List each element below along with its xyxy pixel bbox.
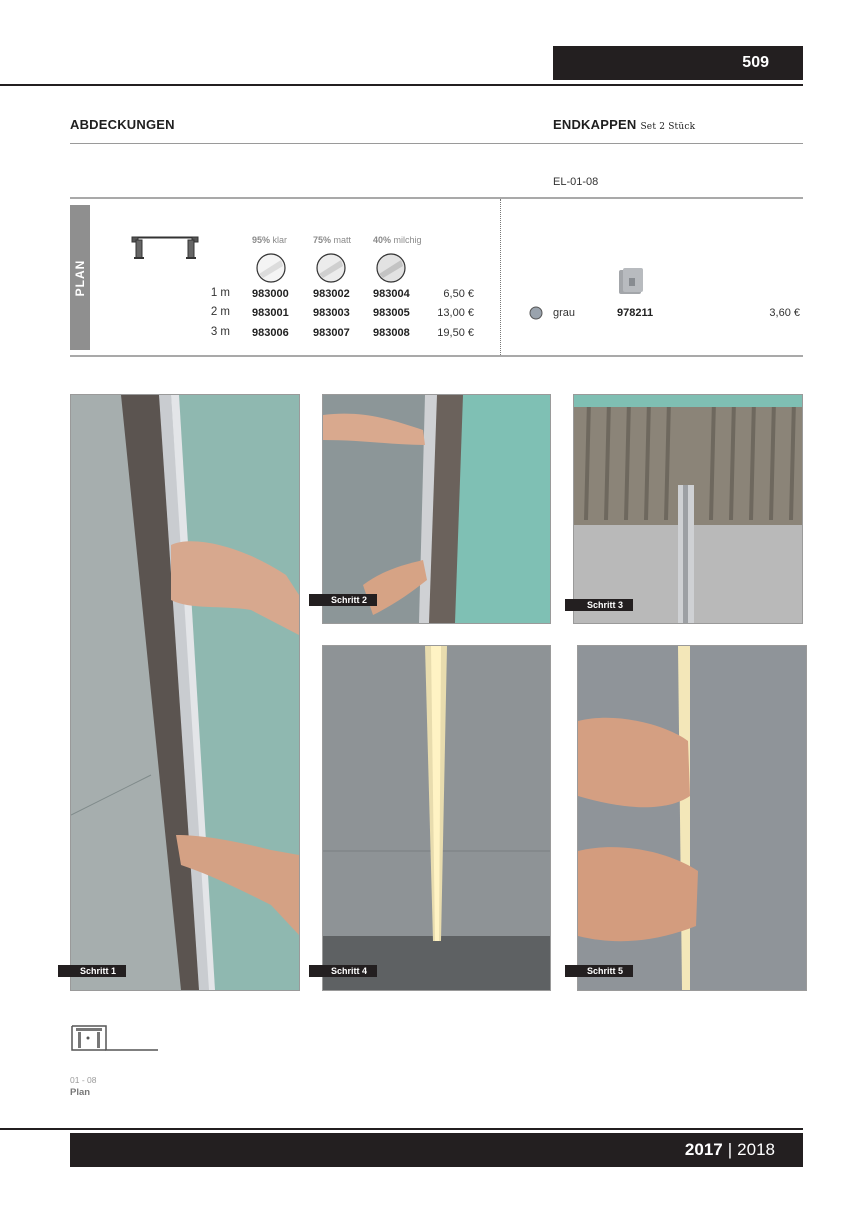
option-pct: 75% <box>313 235 332 245</box>
option-pct: 40% <box>373 235 392 245</box>
photo-step-1 <box>70 394 300 991</box>
photo-step-4 <box>322 645 551 991</box>
option-label-klar <box>252 235 287 245</box>
matt-swatch-icon <box>315 252 347 284</box>
footer-separator: | <box>727 1140 733 1159</box>
photo-step-2 <box>322 394 551 624</box>
milchig-swatch-icon <box>375 252 407 284</box>
photo-step-5 <box>577 645 807 991</box>
step-label-1: Schritt 1 <box>58 965 126 977</box>
row-price: 19,50 € <box>437 327 474 339</box>
step-label-5: Schritt 5 <box>565 965 633 977</box>
row-price: 13,00 € <box>437 307 474 319</box>
step-label-2: Schritt 2 <box>309 594 377 606</box>
row-code: 983000 <box>252 288 289 300</box>
option-label-matt <box>313 235 351 245</box>
endcap-color: grau <box>553 307 576 319</box>
row-length: 3 m <box>210 326 230 338</box>
page-number: 509 <box>742 54 769 71</box>
row-code: 983004 <box>373 288 410 300</box>
footer-bar <box>70 1133 803 1167</box>
footer-rule <box>0 1128 803 1130</box>
endcap-product-icon <box>617 266 645 298</box>
endcap-price: 3,60 € <box>769 307 800 319</box>
endcap-code: EL-01-08 <box>553 176 599 188</box>
plan-label: PLAN <box>73 259 87 296</box>
option-label-milchig <box>373 235 422 245</box>
profile-code: 01 - 08 <box>70 1075 97 1085</box>
endkappen-subtitle: Set 2 Stück <box>640 122 696 132</box>
plan-tab <box>70 205 90 350</box>
table-divider <box>500 199 501 355</box>
section-title-abdeckungen: ABDECKUNGEN <box>70 117 175 132</box>
endcap-article-code: 978211 <box>617 307 654 319</box>
row-code: 983001 <box>252 307 289 319</box>
row-code: 983005 <box>373 307 410 319</box>
klar-swatch-icon <box>255 252 287 284</box>
footer-year-next: 2018 <box>737 1140 775 1159</box>
step-label-3: Schritt 3 <box>565 599 633 611</box>
option-name: milchig <box>393 235 422 245</box>
page-number-tab <box>553 46 803 80</box>
step-label-4: Schritt 4 <box>309 965 377 977</box>
table-bottom-rule <box>70 355 803 357</box>
grau-swatch-icon <box>529 306 543 320</box>
row-code: 983003 <box>313 307 350 319</box>
cover-profile-icon <box>130 234 200 262</box>
option-name: matt <box>333 235 352 245</box>
option-name: klar <box>272 235 288 245</box>
profile-drawing-icon <box>70 1024 160 1054</box>
photo-step-3 <box>573 394 803 624</box>
table-top-rule <box>70 197 803 199</box>
row-code: 983006 <box>252 327 289 339</box>
row-code: 983008 <box>373 327 410 339</box>
profile-name: Plan <box>70 1087 91 1098</box>
row-price: 6,50 € <box>443 288 474 300</box>
option-pct: 95% <box>252 235 271 245</box>
row-code: 983002 <box>313 288 350 300</box>
footer-year-current: 2017 <box>684 1140 723 1159</box>
section-title-endkappen <box>553 117 695 132</box>
row-code: 983007 <box>313 327 350 339</box>
row-length: 1 m <box>210 287 230 299</box>
header-rule <box>0 84 803 86</box>
row-length: 2 m <box>210 306 230 318</box>
section-rule <box>70 143 803 144</box>
endkappen-title: ENDKAPPEN <box>553 117 637 132</box>
